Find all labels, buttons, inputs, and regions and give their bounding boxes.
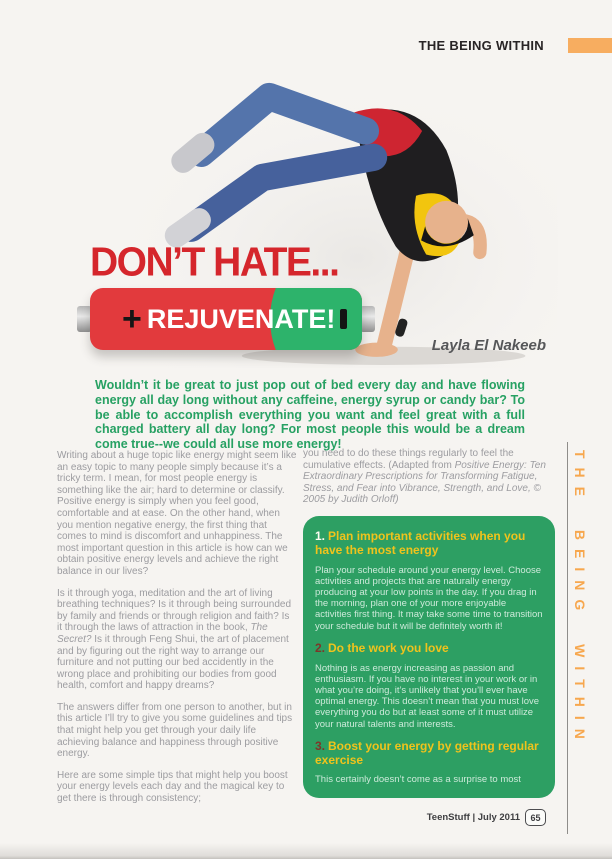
tip-heading-text: Do the work you love [328,640,449,655]
article-right-column [303,448,555,798]
tip-number: 1. [315,528,326,543]
paragraph: Writing about a huge topic like energy might seem like an easy topic to many people simply because it’s a tricky term. I mean, for most people energy is something like the air; hard to determine or classify. Positive energy is simply when you feel good, comfortable and at ease. On the other hand, when you mention negative energy, the first thing that comes to mind is discomfort and unhappiness. The most important question in this article is how can we obtain positive energy levels and achieve the right balance in our lives? [57,450,297,577]
body-text-segment: Is it through Feng Shui, the art of placement and by figuring out the right way to arrange our furniture and not putting our bed accidently in the wrong place and prohibiting our bodies from good health, comfort and happy dreams? [57,633,289,692]
tip-body: Nothing is as energy increasing as passion and enthusiasm. If you have no interest in your work or in what you’re doing, it’s unlikely that you’ll ever have optimal energy. This doesn’t mean that you must love everything you do but at least some of it must utilize your natural talents and interests. [315,662,540,730]
tip-number: 3. [315,738,326,753]
sidebar-vertical-title: THE BEING WITHIN [572,450,588,748]
paragraph [57,588,297,692]
header-accent-bar [568,38,612,53]
tip-heading-text: Plan important activities when you have the most energy [315,528,526,557]
paragraph [303,448,555,506]
battery-body [90,288,362,350]
page-bottom-shade [0,843,612,859]
section-header-title: THE BEING WITHIN [418,38,544,53]
battery-graphic [90,288,362,350]
tip-heading [315,530,543,558]
tip-heading [315,642,543,656]
battery-minus-sign [340,309,347,329]
page-number-badge: 65 [525,809,546,826]
tip-body: Plan your schedule around your energy level. Choose activities and projects that are naturally energy producing at your low points in the day. If you drag in the morning, plan one of your more enjoyable activities first thing. It may take some time to transition your schedule but it will be definitely worth it! [315,564,543,632]
body-text-segment: you need to do these things regularly to feel the cumulative effects. (Adapted from [303,448,514,471]
intro-paragraph: Wouldn’t it be great to just pop out of bed every day and have flowing energy all day long without any caffeine, energy syrup or candy bar? To be able to accomplish everything you want and feel great with a full charged battery all day long? For most people this would be a dream come true--we could all use more energy! [95,378,525,451]
tips-box [303,516,555,798]
paragraph: Here are some simple tips that might help you boost your energy levels each day and the magical key to get there is through consistency; [57,769,288,805]
tip-body: This certainly doesn’t come as a surprise to most [315,774,521,786]
footer-issue: TeenStuff | July 2011 [426,812,520,823]
article-left-column [57,450,297,815]
head [425,201,468,244]
page-footer [427,809,546,826]
battery-terminal-right [360,306,375,332]
book-reference-italic: Positive Energy: Ten Extraordinary Prescriptions for Transforming Fatigue, Stress, and Fear into Vibrance, Strength, and Love, © 2005 by Judith Orloff) [303,459,546,506]
battery-plus-sign: + [122,300,142,338]
tip-heading-text: Boost your energy by getting regular exercise [315,738,539,767]
tip-number: 2. [315,640,326,655]
body-text-segment: Is it through yoga, meditation and the art of living breathing techniques? Is it through being surrounded by family and friends or through religion and faith? Is it through the laws of attraction in the book, [57,587,292,634]
book-title-italic: The Secret? [57,622,268,645]
article-title: DON’T HATE... [90,240,339,286]
battery-label: REJUVENATE! [146,303,336,334]
author-byline: Layla El Nakeeb [431,337,546,354]
paragraph: The answers differ from one person to another, but in this article I’ll try to give you some guidelines and tips that might help you get through your daily life achieving balance and happiness through positive energy. [57,701,293,760]
tip-heading [315,740,543,768]
sidebar-rule [567,442,568,834]
